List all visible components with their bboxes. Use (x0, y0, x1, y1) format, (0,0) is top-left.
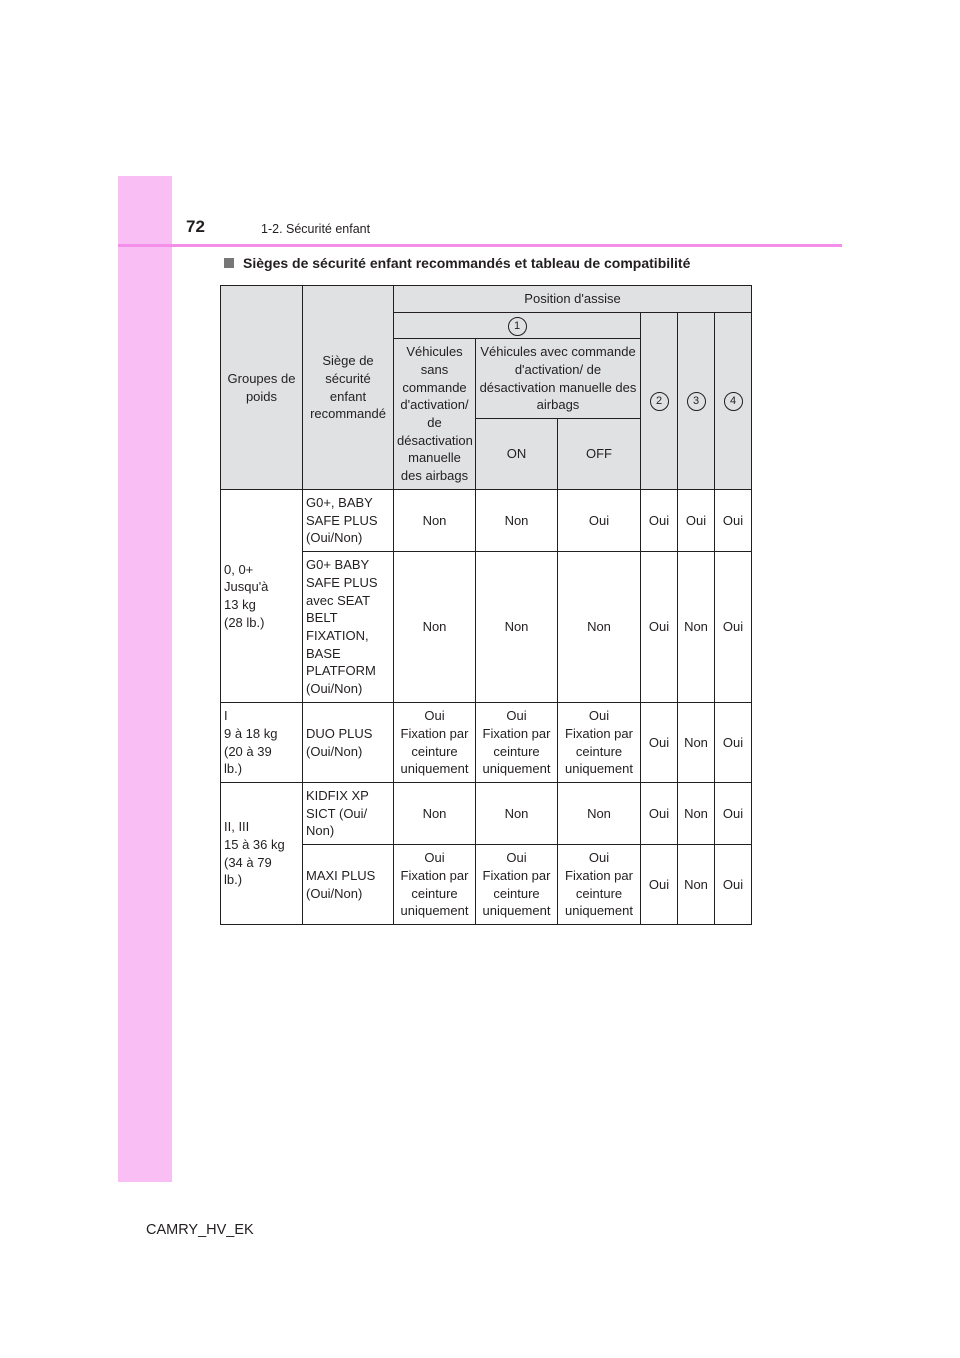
cell-on: Non (476, 552, 558, 703)
seat-cell (303, 783, 394, 845)
header-without-airbag-switch: Véhicules sans commande d'activation/ de désactivation manuelle des airbags (394, 339, 476, 490)
header-rule (118, 244, 842, 247)
weight-group-label: II, III 15 à 36 kg (34 à 79 lb.) (224, 819, 285, 888)
header-position-1 (394, 313, 641, 339)
weight-group-label: I 9 à 18 kg (20 à 39 lb.) (224, 708, 278, 777)
seat-cell (303, 703, 394, 783)
seat-cell (303, 845, 394, 925)
cell-position-3: Non (678, 783, 715, 845)
position-1-badge: 1 (508, 317, 527, 336)
compatibility-table (220, 285, 752, 925)
cell-position-4: Oui (715, 783, 752, 845)
cell-position-4: Oui (715, 552, 752, 703)
cell-position-2: Oui (641, 845, 678, 925)
table-row (221, 490, 752, 552)
cell-without-switch: Non (394, 783, 476, 845)
header-off: OFF (558, 419, 641, 490)
seat-label: MAXI PLUS (Oui/Non) (306, 867, 376, 901)
section-heading (224, 255, 690, 271)
cell-on: Oui Fixation par ceinture uniquement (476, 845, 558, 925)
cell-off: Oui Fixation par ceinture uniquement (558, 703, 641, 783)
cell-without-switch: Oui Fixation par ceinture uniquement (394, 703, 476, 783)
header-on: ON (476, 419, 558, 490)
cell-position-3: Non (678, 552, 715, 703)
seat-label: DUO PLUS (Oui/Non) (306, 725, 373, 759)
seat-label: G0+, BABY SAFE PLUS (Oui/Non) (306, 494, 378, 546)
cell-without-switch: Oui Fixation par ceinture uniquement (394, 845, 476, 925)
header-seating-position: Position d'assise (394, 286, 752, 313)
cell-on: Oui Fixation par ceinture uniquement (476, 703, 558, 783)
weight-group-cell (221, 703, 303, 783)
table-row (221, 703, 752, 783)
weight-group-cell (221, 783, 303, 925)
cell-position-2: Oui (641, 490, 678, 552)
cell-position-4: Oui (715, 490, 752, 552)
position-4-badge: 4 (724, 392, 743, 411)
document-code: CAMRY_HV_EK (146, 1222, 254, 1238)
seat-cell (303, 552, 394, 703)
cell-position-3: Oui (678, 490, 715, 552)
header-position-4 (715, 313, 752, 490)
cell-position-4: Oui (715, 845, 752, 925)
cell-position-4: Oui (715, 703, 752, 783)
section-heading-text: Sièges de sécurité enfant recommandés et tableau de compatibilité (243, 255, 691, 271)
header-position-3 (678, 313, 715, 490)
cell-position-3: Non (678, 703, 715, 783)
table-row (221, 783, 752, 845)
weight-group-cell (221, 490, 303, 703)
seat-cell (303, 490, 394, 552)
sidebar-tab (118, 176, 172, 1182)
weight-group-label: 0, 0+ Jusqu'à 13 kg (28 lb.) (224, 561, 269, 630)
cell-position-3: Non (678, 845, 715, 925)
cell-position-2: Oui (641, 783, 678, 845)
seat-label: G0+ BABY SAFE PLUS avec SEAT BELT FIXATION, BASE PLATFORM (Oui/Non) (306, 557, 378, 697)
header-weight-groups: Groupes de poids (221, 286, 303, 490)
header-recommended-seat: Siège de sécurité enfant recommandé (303, 286, 394, 490)
header-position-2 (641, 313, 678, 490)
cell-without-switch: Non (394, 490, 476, 552)
section-label: 1-2. Sécurité enfant (261, 222, 371, 236)
header-with-airbag-switch: Véhicules avec commande d'activation/ de désactivation manuelle des airbags (476, 339, 641, 419)
cell-on: Non (476, 783, 558, 845)
cell-without-switch: Non (394, 552, 476, 703)
cell-on: Non (476, 490, 558, 552)
cell-position-2: Oui (641, 552, 678, 703)
position-3-badge: 3 (687, 392, 706, 411)
cell-off: Non (558, 783, 641, 845)
seat-label: KIDFIX XP SICT (Oui/ Non) (306, 787, 369, 839)
position-2-badge: 2 (650, 392, 669, 411)
cell-off: Non (558, 552, 641, 703)
page-number: 72 (186, 217, 205, 236)
cell-position-2: Oui (641, 703, 678, 783)
cell-off: Oui Fixation par ceinture uniquement (558, 845, 641, 925)
cell-off: Oui (558, 490, 641, 552)
square-bullet-icon (224, 258, 234, 268)
